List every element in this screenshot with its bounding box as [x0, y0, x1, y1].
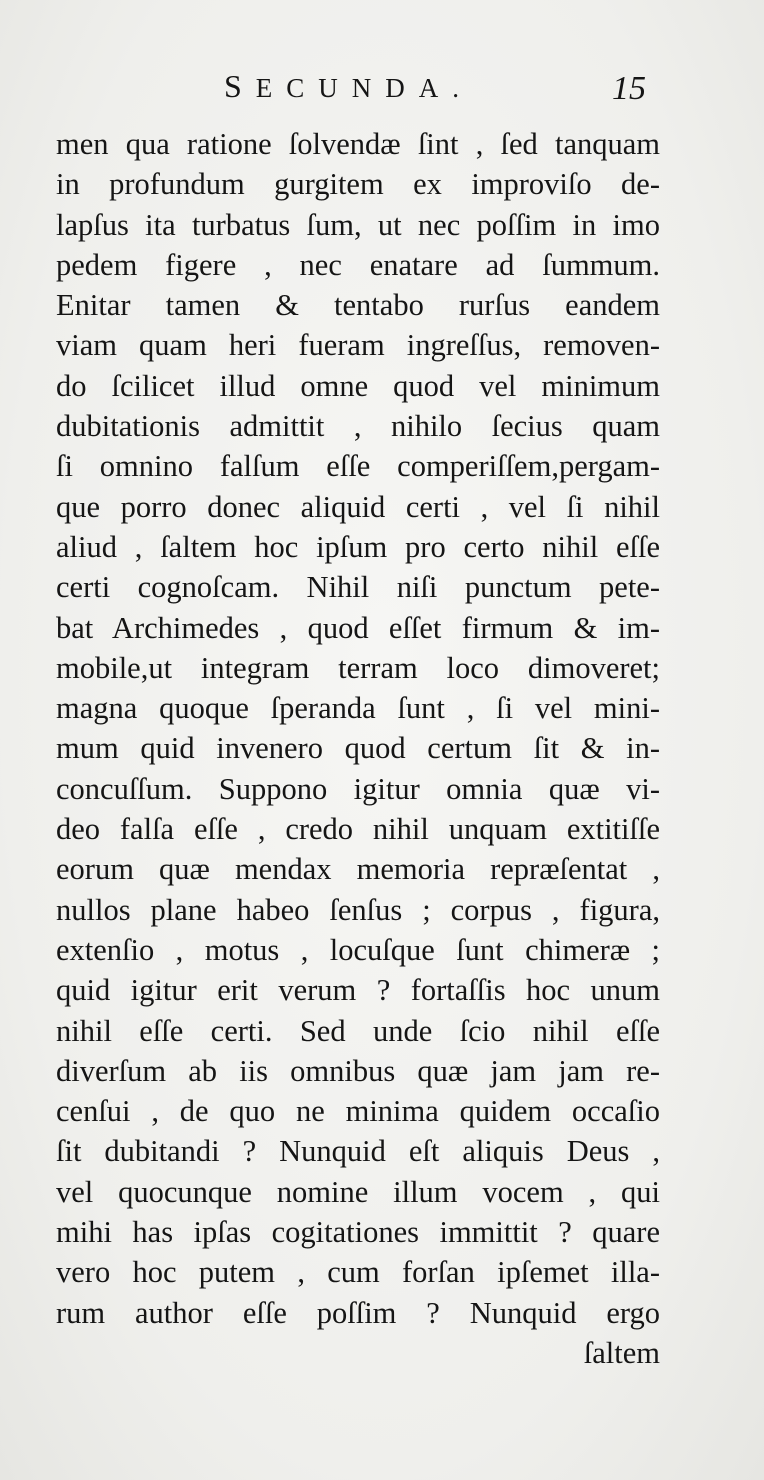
text-line: ſi omnino falſum eſſe comperiſſem,pergam- [56, 449, 660, 484]
text-line: extenſio , motus , locuſque ſunt chimeræ ; [56, 932, 660, 967]
text-line: cenſui , de quo ne minima quidem occaſio [56, 1094, 660, 1129]
page-number: 15 [612, 70, 646, 107]
text-line: ſit dubitandi ? Nunquid eſt aliquis Deus , [56, 1134, 660, 1169]
text-line: mum quid invenero quod certum ſit & in- [56, 731, 660, 766]
text-line: dubitationis admittit , nihilo ſecius quam [56, 409, 660, 444]
text-line: certi cognoſcam. Nihil niſi punctum pete- [56, 570, 660, 605]
text-line: quid igitur erit verum ? fortaſſis hoc unum [56, 973, 660, 1008]
text-line: rum author eſſe poſſim ? Nunquid ergo [56, 1295, 660, 1330]
text-line: do ſcilicet illud omne quod vel minimum [56, 368, 660, 403]
text-line: vel quocunque nomine illum vocem , qui [56, 1174, 660, 1209]
text-line: men qua ratione ſolvendæ ſint , ſed tanquam [56, 127, 660, 161]
text-line: nihil eſſe certi. Sed unde ſcio nihil eſſe [56, 1013, 660, 1048]
text-line: viam quam heri fueram ingreſſus, removen- [56, 328, 660, 363]
text-line: mobile,ut integram terram loco dimoveret; [56, 650, 660, 685]
text-line: Enitar tamen & tentabo rurſus eandem [56, 288, 660, 323]
body-text [56, 124, 660, 1373]
text-line: vero hoc putem , cum forſan ipſemet illa- [56, 1255, 660, 1290]
text-line: diverſum ab iis omnibus quæ jam jam re- [56, 1053, 660, 1088]
text-line: in profundum gurgitem ex improviſo de- [56, 167, 660, 202]
text-line: magna quoque ſperanda ſunt , ſi vel mini- [56, 691, 660, 726]
catchword: ſaltem [583, 1335, 660, 1370]
text-line: bat Archimedes , quod eſſet firmum & im- [56, 610, 660, 645]
text-line: pedem figere , nec enatare ad ſummum. [56, 247, 660, 282]
text-line: deo falſa eſſe , credo nihil unquam extitiſſe [56, 812, 660, 847]
running-title: SECUNDA. [224, 68, 474, 104]
text-line: aliud , ſaltem hoc ipſum pro certo nihil eſſe [56, 529, 660, 564]
text-line: eorum quæ mendax memoria repræſentat , [56, 852, 660, 887]
text-line: concuſſum. Suppono igitur omnia quæ vi- [56, 771, 660, 806]
text-line: nullos plane habeo ſenſus ; corpus , figura, [56, 892, 660, 927]
text-line: mihi has ipſas cogitationes immittit ? quare [56, 1215, 660, 1250]
running-head [0, 62, 764, 112]
text-line: que porro donec aliquid certi , vel ſi nihil [56, 489, 660, 524]
text-line: lapſus ita turbatus ſum, ut nec poſſim in imo [56, 207, 660, 242]
